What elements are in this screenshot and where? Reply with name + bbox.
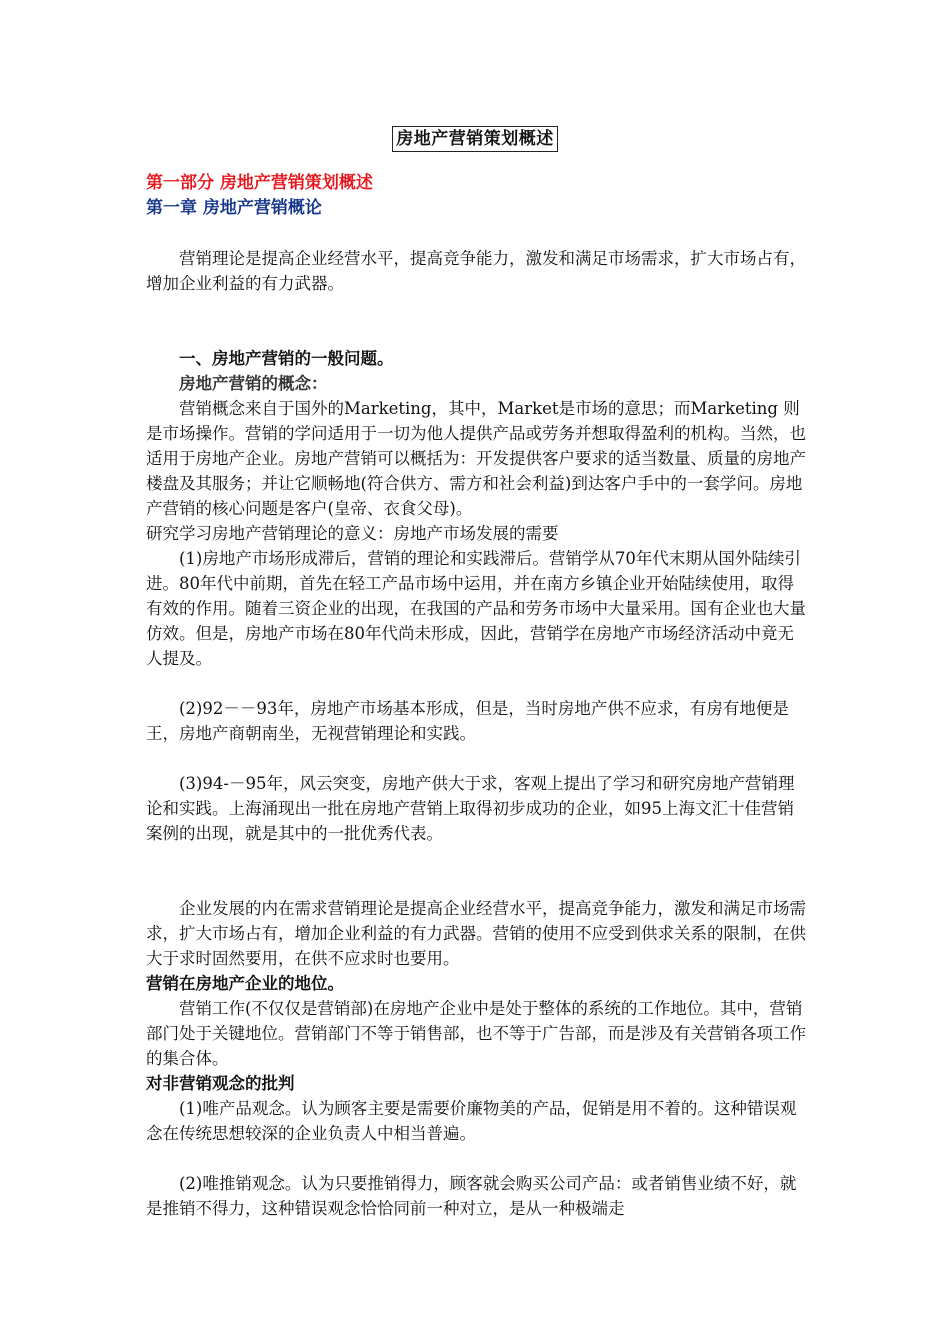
spacer [146,1146,810,1171]
section-heading: 一、房地产营销的一般问题。 [179,349,394,368]
critique-point-1: (1)唯产品观念。认为顾客主要是需要价廉物美的产品，促销是用不着的。这种错误观念在传统思想较深的企业负责人中相当普遍。 [146,1099,797,1143]
part-heading: 第一部分 房地产营销策划概述 [146,173,373,193]
concept-label: 房地产营销的概念： [179,374,328,393]
spacer [146,296,810,346]
enterprise-paragraph: 企业发展的内在需求营销理论是提高企业经营水平，提高竞争能力，激发和满足市场需求，扩大市场占有，增加企业利益的有力武器。营销的使用不应受到供求关系的限制，在供大于求时固然要用，在供不应求时也要用。 [146,899,806,968]
status-paragraph: 营销工作(不仅仅是营销部)在房地产企业中是处于整体的系统的工作地位。其中，营销部门处于关键地位。营销部门不等于销售部，也不等于广告部，而是涉及有关营销各项工作的集合体。 [146,999,806,1068]
intro-paragraph: 营销理论是提高企业经营水平，提高竞争能力，激发和满足市场需求，扩大市场占有，增加企业利益的有力武器。 [146,249,806,293]
spacer [146,746,810,771]
concept-paragraph: 营销概念来自于国外的Marketing，其中，Market是市场的意思；而Marketing 则是市场操作。营销的学问适用于一切为他人提供产品或劳务并想取得盈利的机构。当然，也适用于房地产企业。房地产营销可以概括为：开发提供客户要求的适当数量、质量的房地产楼盘及其服务；并让它顺畅地(符合供方、需方和社会利益)到达客户手中的一套学问。房地产营销的核心问题是客户(皇帝、衣食父母)。 [146,399,806,518]
document-body [146,171,810,1221]
significance-label: 研究学习房地产营销理论的意义：房地产市场发展的需要 [146,524,559,543]
significance-point-1: (1)房地产市场形成滞后，营销的理论和实践滞后。营销学从70年代末期从国外陆续引进。80年代中前期，首先在轻工产品市场中运用，并在南方乡镇企业开始陆续使用，取得有效的作用。随着三资企业的出现，在我国的产品和劳务市场中大量采用。国有企业也大量仿效。但是，房地产市场在80年代尚未形成，因此，营销学在房地产市场经济活动中竟无人提及。 [146,549,806,668]
critique-point-2: (2)唯推销观念。认为只要推销得力，顾客就会购买公司产品：或者销售业绩不好，就是推销不得力，这种错误观念恰恰同前一种对立，是从一种极端走 [146,1174,797,1218]
spacer [146,221,810,246]
significance-point-3: (3)94-－95年，风云突变，房地产供大于求，客观上提出了学习和研究房地产营销理论和实践。上海涌现出一批在房地产营销上取得初步成功的企业，如95上海文汇十佳营销案例的出现，就是其中的一批优秀代表。 [146,774,795,843]
chapter-heading: 第一章 房地产营销概论 [146,198,322,218]
critique-heading: 对非营销观念的批判 [146,1074,295,1093]
spacer [146,671,810,696]
significance-point-2: (2)92－－93年，房地产市场基本形成，但是，当时房地产供不应求，有房有地便是王，房地产商朝南坐，无视营销理论和实践。 [146,699,789,743]
document-title: 房地产营销策划概述 [392,126,558,152]
title-container [0,126,950,152]
spacer [146,846,810,896]
status-heading: 营销在房地产企业的地位。 [146,974,344,993]
